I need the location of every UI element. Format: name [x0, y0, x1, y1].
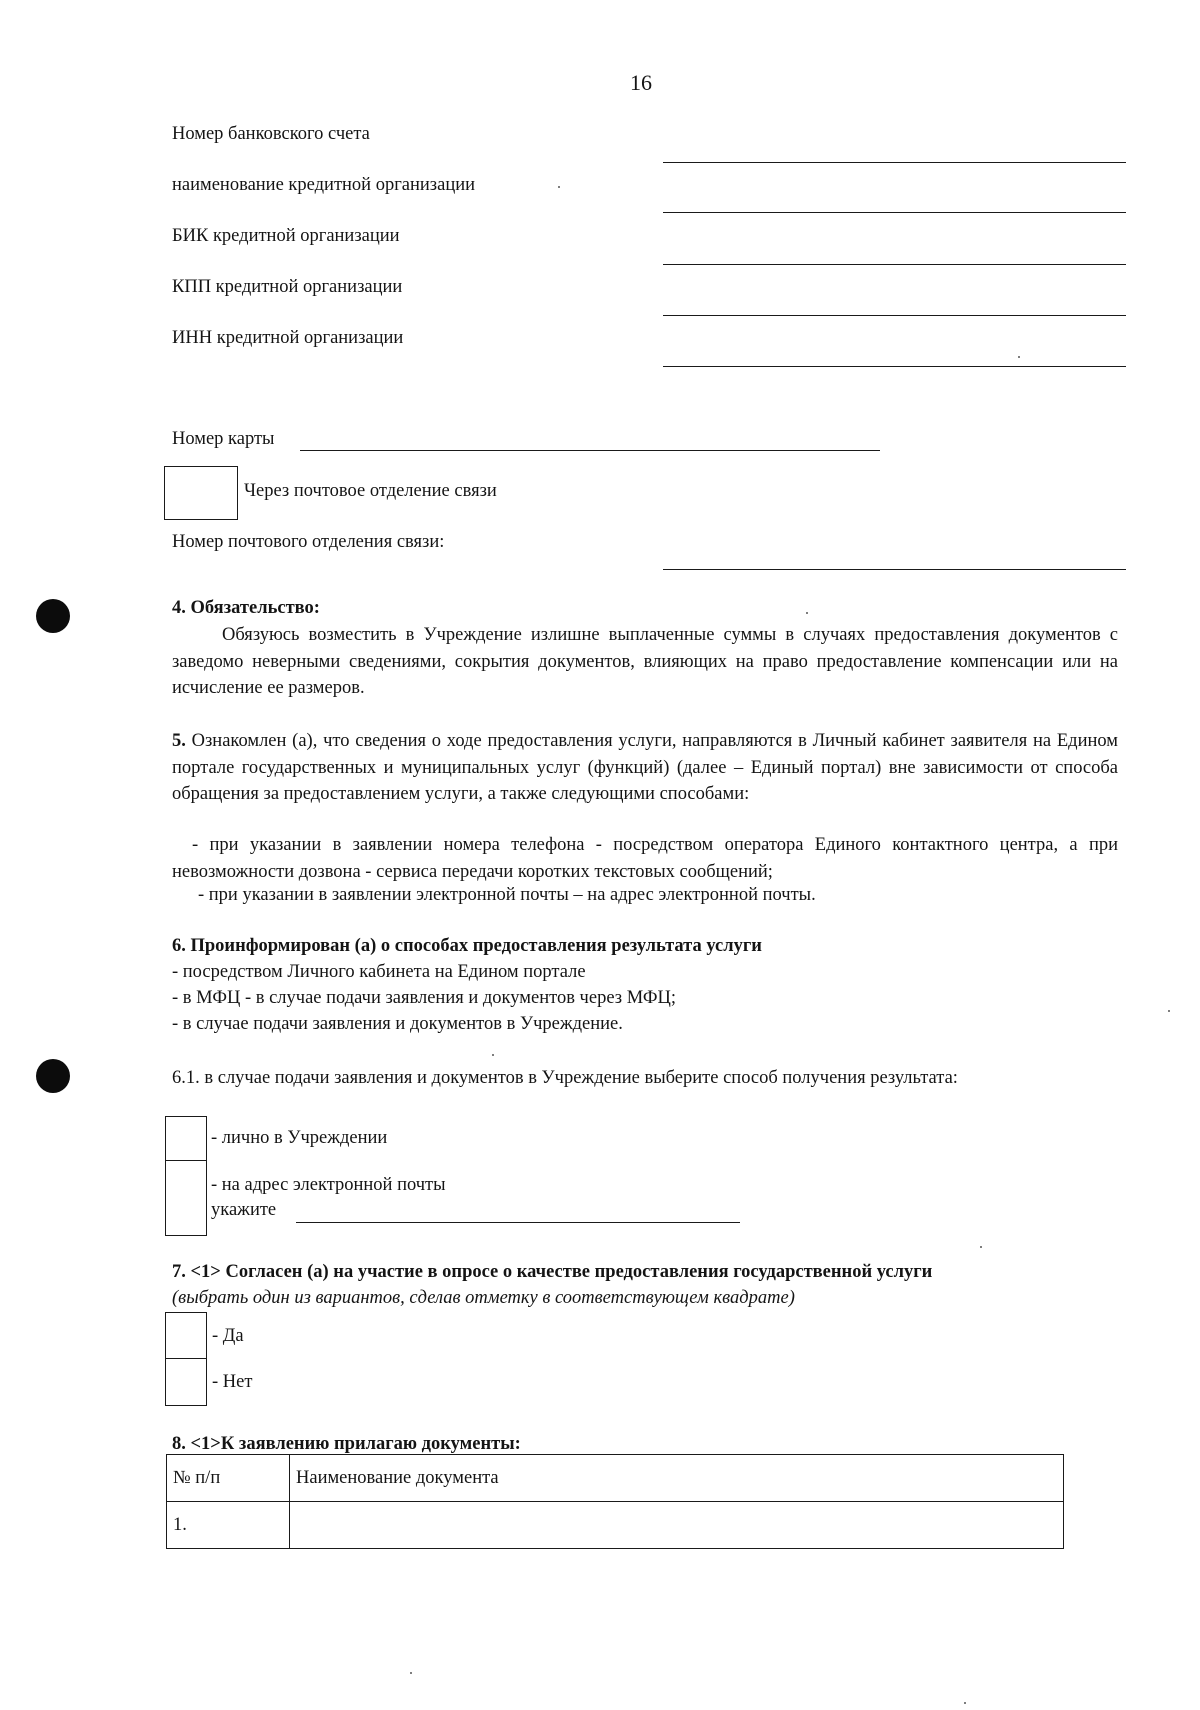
bik-label: БИК кредитной организации [172, 226, 400, 246]
inn-field[interactable] [663, 366, 1126, 367]
card-number-label: Номер карты [172, 429, 275, 449]
postal-option-label: Через почтовое отделение связи [244, 481, 497, 501]
section4-heading: 4. Обязательство: [172, 598, 320, 618]
scan-speck [806, 612, 808, 614]
section61-text: 6.1. в случае подачи заявления и документов в Учреждение выберите способ получения результата: [172, 1068, 958, 1088]
inn-label: ИНН кредитной организации [172, 328, 404, 348]
survey-no-label: - Нет [212, 1372, 253, 1392]
in-person-checkbox[interactable] [165, 1116, 207, 1162]
section5-bullet2: - при указании в заявлении электронной почты – на адрес электронной почты. [198, 885, 816, 905]
table-row[interactable] [167, 1502, 1064, 1549]
punch-hole-mark [36, 1059, 70, 1093]
section4-text: Обязуюсь возместить в Учреждение излишне выплаченные суммы в случаях предоставления документов с заведомо неверными сведениями, сокрытия документов, влияющих на право предоставление компенсации или на исчисление ее размеров. [172, 625, 1118, 698]
in-person-label: - лично в Учреждении [211, 1128, 388, 1148]
scan-speck [980, 1246, 982, 1248]
scan-speck [1168, 1010, 1170, 1012]
bik-field[interactable] [663, 264, 1126, 265]
row-number-cell: 1. [167, 1502, 290, 1549]
email-label: - на адрес электронной почты [211, 1175, 446, 1195]
section6-item: - в МФЦ - в случае подачи заявления и документов через МФЦ; [172, 988, 677, 1008]
documents-table [166, 1454, 1064, 1549]
section8-heading: 8. <1>К заявлению прилагаю документы: [172, 1434, 521, 1454]
scan-speck [1018, 356, 1020, 358]
postal-office-field[interactable] [663, 569, 1126, 570]
column-header-document: Наименование документа [290, 1455, 1064, 1502]
document-name-cell[interactable] [290, 1502, 1064, 1549]
section6-heading: 6. Проинформирован (а) о способах предоставления результата услуги [172, 936, 762, 956]
kpp-field[interactable] [663, 315, 1126, 316]
kpp-label: КПП кредитной организации [172, 277, 403, 297]
scan-speck [492, 1054, 494, 1056]
column-header-number: № п/п [167, 1455, 290, 1502]
survey-no-checkbox[interactable] [165, 1358, 207, 1406]
email-specify-label: укажите [211, 1200, 277, 1220]
section7-heading: 7. <1> Согласен (а) на участие в опросе о качестве предоставления государственной услуги [172, 1262, 933, 1282]
bank-account-label: Номер банковского счета [172, 124, 370, 144]
email-specify-field[interactable] [296, 1222, 740, 1223]
section6-item: - посредством Личного кабинета на Едином портале [172, 962, 586, 982]
bank-name-field[interactable] [663, 212, 1126, 213]
scan-speck [964, 1702, 966, 1704]
scan-speck [410, 1672, 412, 1674]
punch-hole-mark [36, 599, 70, 633]
section5-bullet1: - при указании в заявлении номера телефона - посредством оператора Единого контактного центра, а при невозможности дозвона - сервиса передачи коротких текстовых сообщений; [172, 835, 1118, 882]
postal-office-label: Номер почтового отделения связи: [172, 532, 445, 552]
section6-item: - в случае подачи заявления и документов в Учреждение. [172, 1014, 623, 1034]
email-checkbox[interactable] [165, 1160, 207, 1236]
card-number-field[interactable] [300, 450, 880, 451]
survey-yes-label: - Да [212, 1326, 244, 1346]
scan-speck [558, 186, 560, 188]
section7-hint: (выбрать один из вариантов, сделав отметку в соответствующем квадрате) [172, 1288, 795, 1308]
page-number: 16 [630, 70, 652, 95]
table-header-row [167, 1455, 1064, 1502]
survey-yes-checkbox[interactable] [165, 1312, 207, 1360]
section5-text: 5. Ознакомлен (а), что сведения о ходе предоставления услуги, направляются в Личный кабинет заявителя на Едином портале государственных и муниципальных услуг (функций) (далее – Единый портал) вне зависимости от способа обращения за предоставлением услуги, а также следующими способами: [172, 731, 1118, 804]
postal-option-checkbox[interactable] [164, 466, 238, 520]
bank-account-field[interactable] [663, 162, 1126, 163]
bank-name-label: наименование кредитной организации [172, 175, 476, 195]
